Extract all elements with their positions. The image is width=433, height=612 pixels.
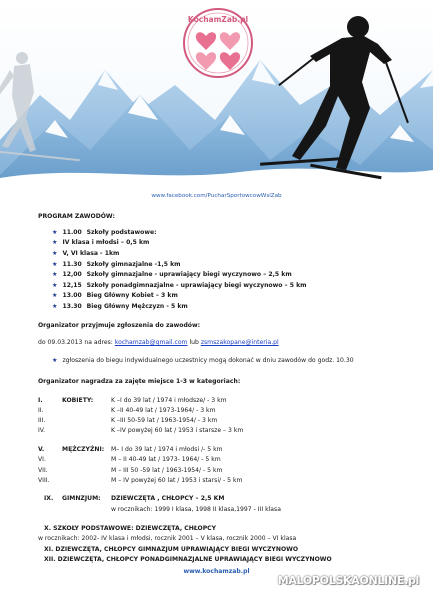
category-text: K –II 40-49 lat / 1973-1964/ - 3 km bbox=[111, 407, 216, 414]
footer-url[interactable]: www.kochamzab.pl bbox=[183, 568, 250, 575]
roman-numeral: IX. bbox=[44, 495, 54, 502]
gimnazjum-text: DZIEWCZĘTA , CHŁOPCY – 2,5 KM bbox=[111, 495, 225, 502]
header-banner bbox=[0, 0, 433, 212]
kobiety-label: KOBIETY: bbox=[62, 397, 94, 404]
star-bullet-icon: ★ bbox=[52, 357, 58, 364]
star-bullet-icon: ★ bbox=[52, 292, 58, 299]
list-item: ★ 13.30 Bieg Główny Mężczyzn - 5 km bbox=[52, 303, 188, 310]
xi-line: XI. DZIEWCZĘTA, CHŁOPCY GIMNAZJUM UPRAWIAJĄCY BIEGI WYCZYNOWO bbox=[44, 546, 299, 553]
star-bullet-icon: ★ bbox=[52, 250, 58, 257]
logo-text: KochamZab.pl bbox=[187, 15, 249, 24]
roman-numeral: VI. bbox=[38, 456, 46, 463]
roman-numeral: II. bbox=[38, 407, 44, 414]
facebook-link[interactable]: www.facebook.com/PucharSportowcowWsiZab bbox=[151, 193, 282, 199]
email-link-zsm[interactable]: zsmszakopane@interia.pl bbox=[200, 339, 279, 346]
registration-intro: Organizator przyjmuje zgłoszenia do zawodów: bbox=[38, 322, 201, 329]
star-bullet-icon: ★ bbox=[52, 239, 58, 246]
registration-line: do 09.03.2013 na adres: kochamzab@gmail.com lub zsmszakopane@interia.pl bbox=[38, 339, 279, 346]
program-title: PROGRAM ZAWODÓW: bbox=[38, 213, 115, 220]
mountain-skier-illustration bbox=[0, 0, 433, 212]
list-item: ★ 12,15 Szkoły ponadgimnazjalne - uprawiający biegi wyczynowo – 5 km bbox=[52, 282, 307, 289]
list-item: ★ 13.00 Bieg Główny Kobiet – 3 km bbox=[52, 292, 178, 299]
mezczyzni-label: MĘŻCZYŹNI: bbox=[62, 446, 105, 453]
sp-line: X. SZKOŁY PODSTAWOWE: DZIEWCZĘTA, CHŁOPCY bbox=[44, 525, 217, 532]
email-link-kochamzab[interactable]: kochamzab@gmail.com bbox=[114, 339, 188, 346]
list-item: ★ IV klasa i młodsi – 0,5 km bbox=[52, 239, 150, 246]
star-bullet-icon: ★ bbox=[52, 229, 58, 236]
awards-intro: Organizator nagradza za zajęte miejsce 1-3 w kategoriach: bbox=[38, 378, 241, 385]
document-body bbox=[0, 212, 433, 612]
category-text: K –IV powyżej 60 lat / 1953 i starsze – 3 km bbox=[111, 427, 244, 434]
kochamzab-logo bbox=[184, 9, 252, 77]
category-text: M – IV powyżej 60 lat / 1953 i starsi/ - 5 km bbox=[111, 477, 243, 484]
category-text: M– I do 39 lat / 1974 i młodsi /- 5 km bbox=[111, 446, 223, 453]
gimnazjum-label: GIMNZJUM: bbox=[62, 495, 101, 502]
roman-numeral: III. bbox=[38, 417, 46, 424]
roman-numeral: I. bbox=[38, 397, 43, 404]
list-item: ★ 11.30 Szkoły gimnazjalne -1,5 km bbox=[52, 261, 181, 268]
roman-numeral: V. bbox=[38, 446, 45, 453]
star-bullet-icon: ★ bbox=[52, 261, 58, 268]
category-text: K –III 50-59 lat / 1963-1954/ - 3 km bbox=[111, 417, 218, 424]
watermark: MALOPOLSKAONLINE.pl bbox=[277, 574, 419, 587]
star-bullet-icon: ★ bbox=[52, 303, 58, 310]
star-bullet-icon: ★ bbox=[52, 282, 58, 289]
registration-note: ★ zgłoszenia do biegu indywidualnego uczestnicy mogą dokonać w dniu zawodów do godz. 10.30 bbox=[52, 357, 354, 364]
roman-numeral: IV. bbox=[38, 427, 46, 434]
category-text: M – II 40-49 lat / 1973- 1964/ - 5 km bbox=[111, 456, 221, 463]
sp-years: w rocznikach: 2002- IV klasa i młodsi, rocznik 2001 – V klasa, rocznik 2000 – VI klasa bbox=[38, 535, 297, 542]
category-text: M – III 50 -59 lat / 1963-1954/ - 5 km bbox=[111, 467, 223, 474]
roman-numeral: VII. bbox=[38, 467, 48, 474]
gimnazjum-years: w rocznikach: 1999 I klasa, 1998 II klasa,1997 - III klasa bbox=[111, 506, 281, 513]
roman-numeral: VIII. bbox=[38, 477, 50, 484]
list-item: ★ V, VI klasa - 1km bbox=[52, 250, 120, 257]
list-item: ★ 12,00 Szkoły gimnazjalne - uprawiający biegi wyczynowo – 2,5 km bbox=[52, 271, 292, 278]
star-bullet-icon: ★ bbox=[52, 271, 58, 278]
list-item: ★ 11.00 Szkoły podstawowe: bbox=[52, 229, 157, 236]
xii-line: XII. DZIEWCZĘTA, CHŁOPCY PONADGIMNAZJALNE UPRAWIAJĄCY BIEGI WYCZYNOWO bbox=[44, 556, 332, 563]
category-text: K –I do 39 lat / 1974 i młodsze/ - 3 km bbox=[111, 397, 227, 404]
